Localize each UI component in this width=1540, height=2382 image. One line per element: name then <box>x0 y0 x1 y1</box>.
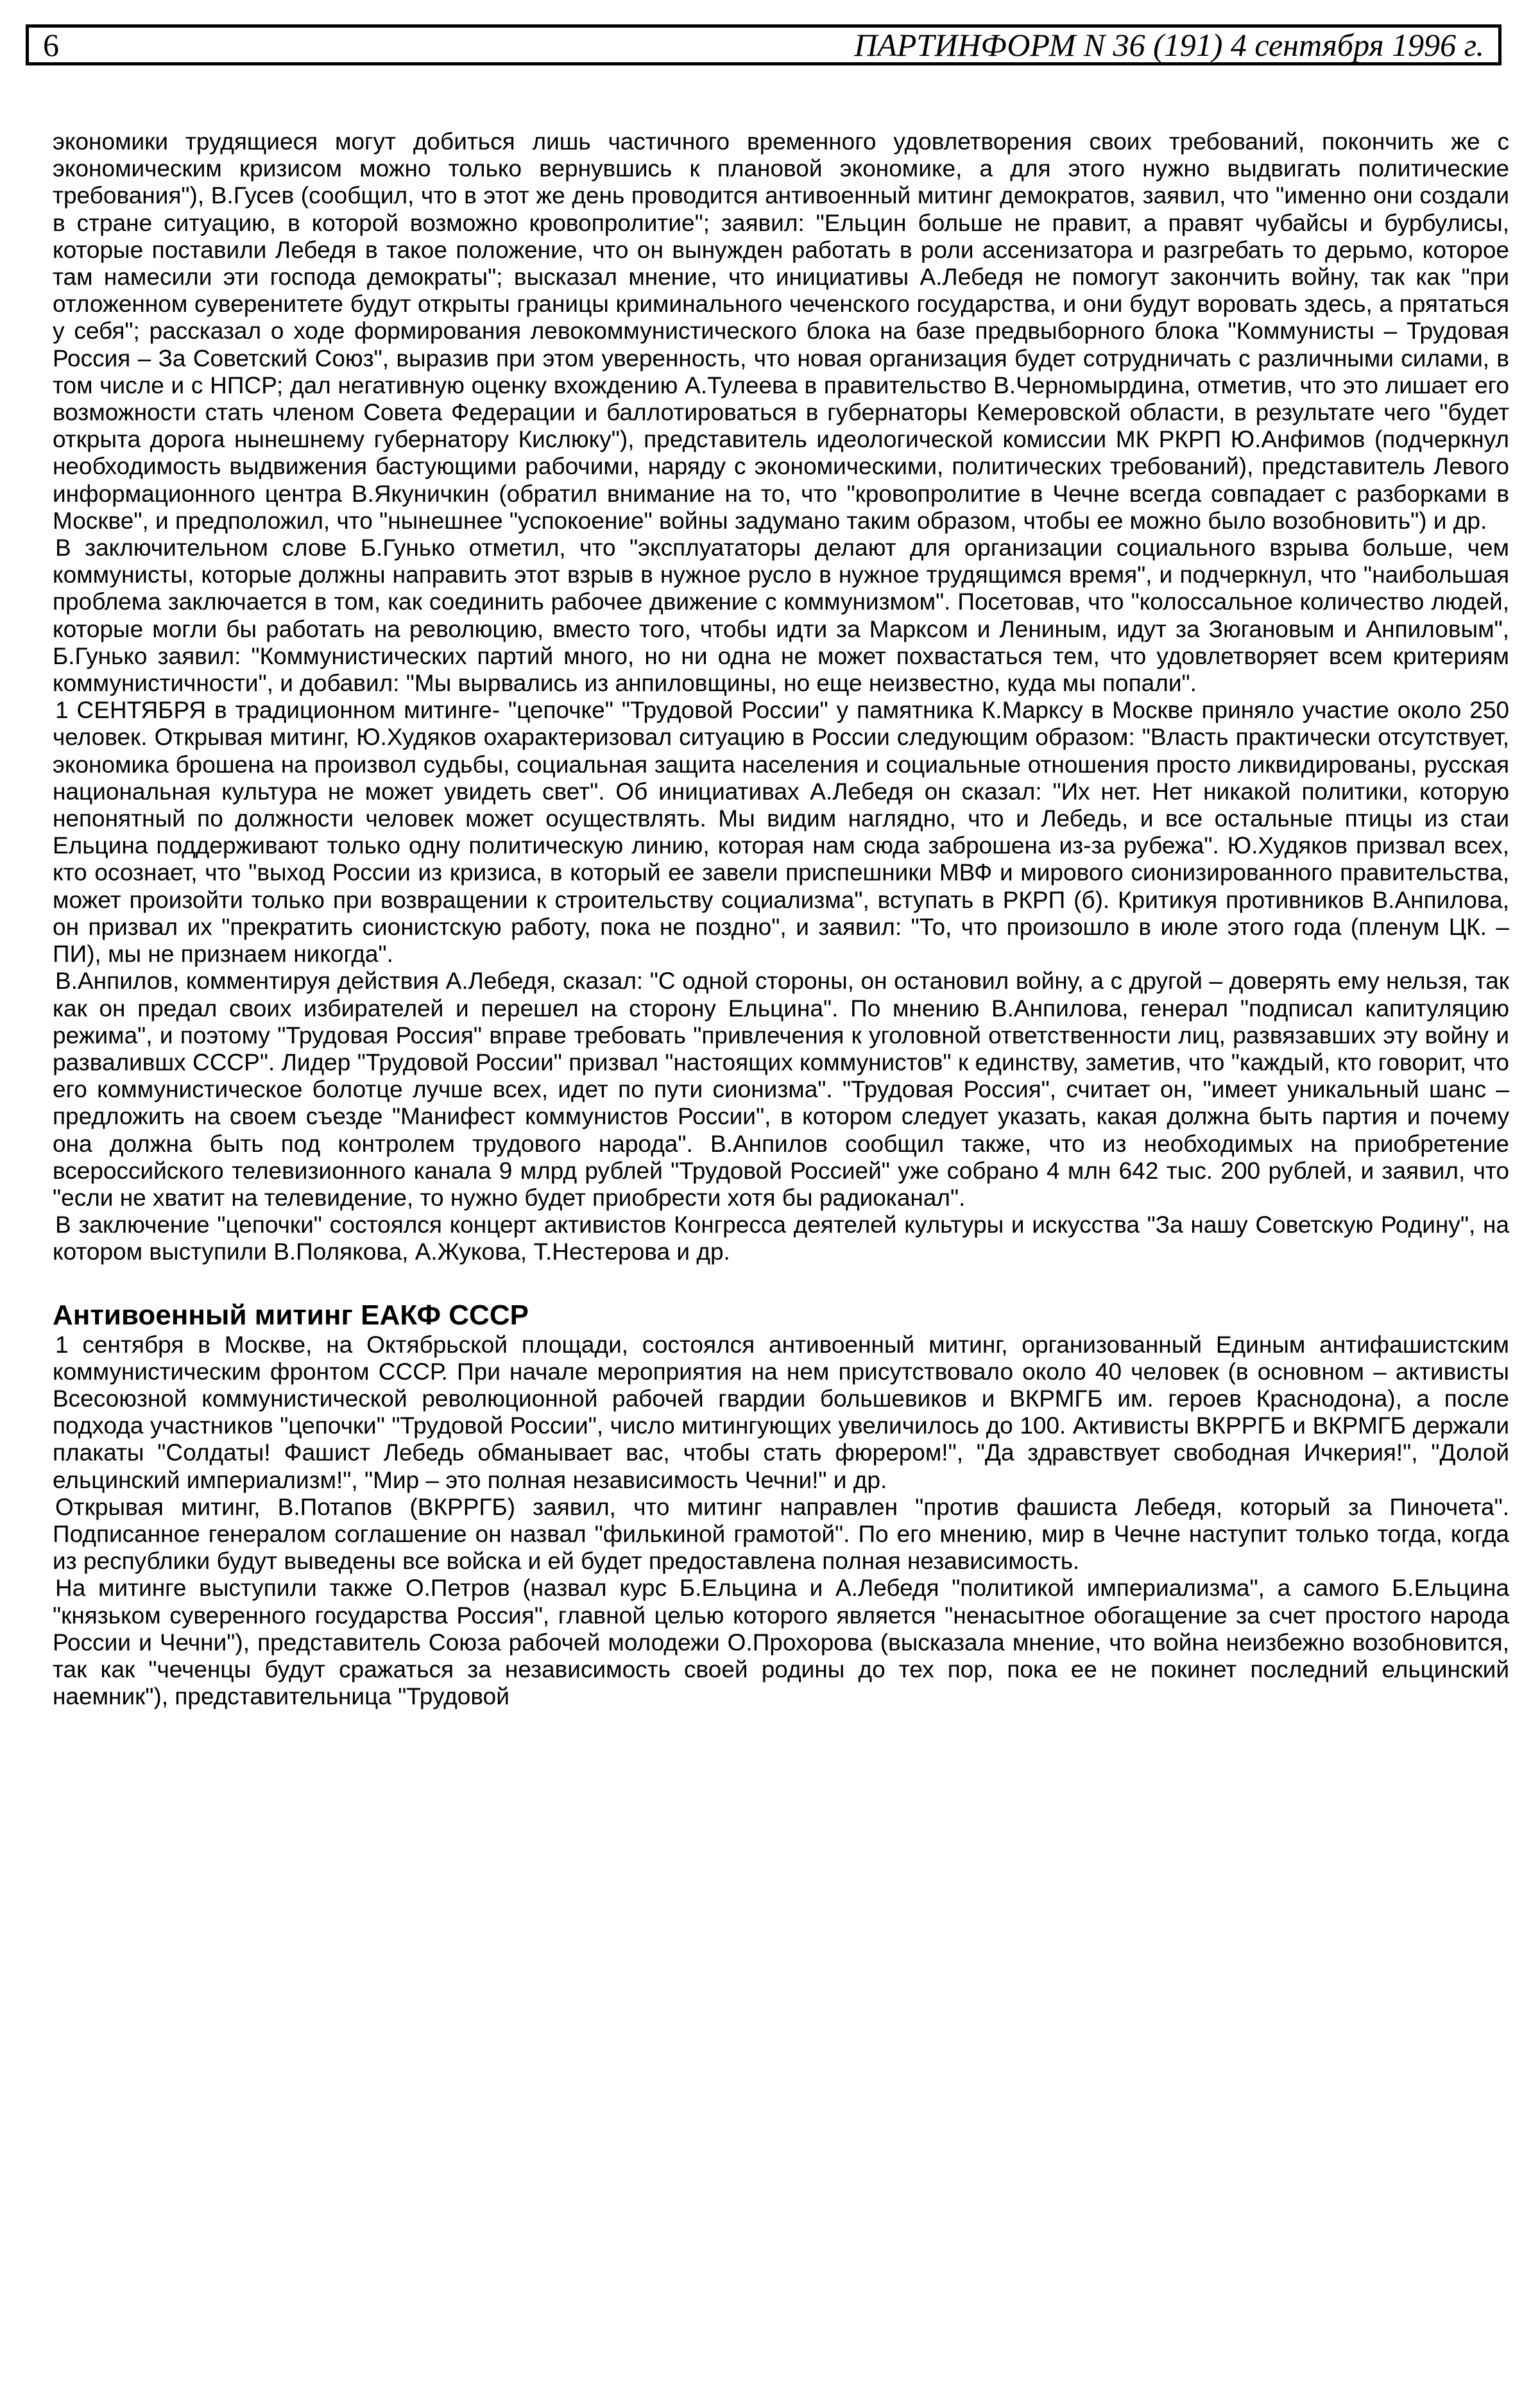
section-heading: Антивоенный митинг ЕАКФ СССР <box>53 1299 529 1331</box>
paragraph: В.Анпилов, комментируя действия А.Лебедя, сказал: "С одной стороны, он остановил войну, а с другой – доверять ему нельзя, так как он предал своих избирателей и перешел на сторону Ельцина". По мнению В.Анпилова, генерал "подписал капитуляцию режима", и поэтому "Трудовая Россия" вправе требовать "привлечения к уголовной ответственности лиц, развязавших эту войну и развалившх СССР". Лидер "Трудовой России" призвал "настоящих коммунистов" к единству, заметив, что "каждый, кто говорит, что его коммунистическое болотце лучше всех, идет по пути сионизма". "Трудовая Россия", считает он, "имеет уникальный шанс – предложить на своем съезде "Манифест коммунистов России", в котором следует указать, какая должна быть партия и почему она должна быть под контролем трудового народа". В.Анпилов сообщил также, что из необходимых на приобретение всероссийского телевизионного канала 9 млрд рублей "Трудовой Россией" уже собрано 4 млн 642 тыс. 200 рублей, и заявил, что "если не хватит на телевидение, то нужно будет приобрести хотя бы радиоканал". <box>53 968 1509 1211</box>
page-header <box>26 24 1502 65</box>
paragraph: Открывая митинг, В.Потапов (ВКРРГБ) заявил, что митинг направлен "против фашиста Лебедя, который за Пиночета". Подписанное генералом соглашение он назвал "филькиной грамотой". По его мнению, мир в Чечне наступит только тогда, когда из республики будут выведены все войска и ей будет предоставлена полная независимость. <box>53 1493 1509 1575</box>
paragraph: В заключительном слове Б.Гунько отметил, что "эксплуататоры делают для организации социального взрыва больше, чем коммунисты, которые должны направить этот взрыв в нужное русло в нужное трудящимся время", и подчеркнул, что "наибольшая проблема заключается в том, как соединить рабочее движение с коммунизмом". Посетовав, что "колоссальное количество людей, которые могли бы работать на революцию, вместо того, чтобы идти за Марксом и Лениным, идут за Зюгановым и Анпиловым", Б.Гунько заявил: "Коммунистических партий много, но ни одна не может похвастаться тем, что удовлетворяет всем критериям коммунистичности", и добавил: "Мы вырвались из анпиловщины, но еще неизвестно, куда мы попали". <box>53 535 1509 697</box>
paragraph: 1 СЕНТЯБРЯ в традиционном митинге- "цепочке" "Трудовой России" у памятника К.Марксу в Москве приняло участие около 250 человек. Открывая митинг, Ю.Худяков охарактеризовал ситуацию в России следующим образом: "Власть практически отсутствует, экономика брошена на произвол судьбы, социальная защита населения и социальные отношения просто ликвидированы, русская национальная культура не может увидеть свет". Об инициативах А.Лебедя он сказал: "Их нет. Нет никакой политики, которую непонятный по должности человек может осуществлять. Мы видим наглядно, что и Лебедь, и все остальные птицы из стаи Ельцина поддерживают только одну политическую линию, которая нам сюда заброшена из-за рубежа". Ю.Худяков призвал всех, кто осознает, что "выход России из кризиса, в который ее завели приспешники МВФ и мирового сионизированного правительства, может произойти только при возвращении к строительству социализма", вступать в РКРП (б). Критикуя противников В.Анпилова, он призвал их "прекратить сионистскую работу, пока не поздно", и заявил: "То, что произошло в июле этого года (пленум ЦК. – ПИ), мы не признаем никогда". <box>53 697 1509 968</box>
paragraph: 1 сентября в Москве, на Октябрьской площади, состоялся антивоенный митинг, организованный Единым антифашистским коммунистическим фронтом СССР. При начале мероприятия на нем присутствовало около 40 человек (в основном – активисты Всесоюзной коммунистической революционной рабочей гвардии большевиков и ВКРМГБ им. героев Краснодона), а после подхода участников "цепочки" "Трудовой России", число митингующих увеличилось до 100. Активисты ВКРРГБ и ВКРМГБ держали плакаты "Солдаты! Фашист Лебедь обманывает вас, чтобы стать фюрером!", "Да здравствует свободная Ичкерия!", "Долой ельцинский империализм!", "Мир – это полная независимость Чечни!" и др. <box>53 1331 1509 1493</box>
paragraph: На митинге выступили также О.Петров (назвал курс Б.Ельцина и А.Лебедя "политикой империализма", а самого Б.Ельцина "князьком суверенного государства Россия", главной целью которого является "ненасытное обогащение за счет простого народа России и Чечни"), представитель Союза рабочей молодежи О.Прохорова (высказала мнение, что война неизбежно возобновится, так как "чеченцы будут сражаться за независимость своей родины до тех пор, пока ее не покинет последний ельцинский наемник"), представительница "Трудовой <box>53 1575 1509 1710</box>
paragraph: В заключение "цепочки" состоялся концерт активистов Конгресса деятелей культуры и искусства "За нашу Советскую Родину", на котором выступили В.Полякова, А.Жукова, Т.Нестерова и др. <box>53 1212 1509 1265</box>
masthead-title: ПАРТИНФОРМ N 36 (191) 4 сентября 1996 г. <box>854 27 1484 63</box>
paragraph: экономики трудящиеся могут добиться лишь частичного временного удовлетворения своих требований, покончить же с экономическим кризисом можно только вернувшись к плановой экономике, а для этого нужно выдвигать политические требования"), В.Гусев (сообщил, что в этот же день проводится антивоенный митинг демократов, заявил, что "именно они создали в стране ситуацию, в которой возможно кровопролитие"; заявил: "Ельцин больше не правит, а правят чубайсы и бурбулисы, которые поставили Лебедя в такое положение, что он вынужден работать в роли ассенизатора и разгребать то дерьмо, которое там намесили эти господа демократы"; высказал мнение, что инициативы А.Лебедя не помогут закончить войну, так как "при отложенном суверенитете будут открыты границы криминального чеченского государства, и они будут воровать здесь, а прятаться у себя"; рассказал о ходе формирования левокоммунистического блока на базе предвыборного блока "Коммунисты – Трудовая Россия – За Советский Союз", выразив при этом уверенность, что новая организация будет сотрудничать с различными силами, в том числе и с НПСР; дал негативную оценку вхождению А.Тулеева в правительство В.Черномырдина, отметив, что это лишает его возможности стать членом Совета Федерации и баллотироваться в губернаторы Кемеровской области, в результате чего "будет открыта дорога нынешнему губернатору Кислюку"), представитель идеологической комиссии МК РКРП Ю.Анфимов (подчеркнул необходимость выдвижения бастующими рабочими, наряду с экономическими, политических требований), представитель Левого информационного центра В.Якуничкин (обратил внимание на то, что "кровопролитие в Чечне всегда совпадает с разборками в Москве", и предположил, что "нынешнее "успокоение" войны задумано таким образом, чтобы ее можно было возобновить") и др. <box>53 128 1509 534</box>
page-number: 6 <box>43 27 59 63</box>
article-body <box>53 128 1509 1710</box>
